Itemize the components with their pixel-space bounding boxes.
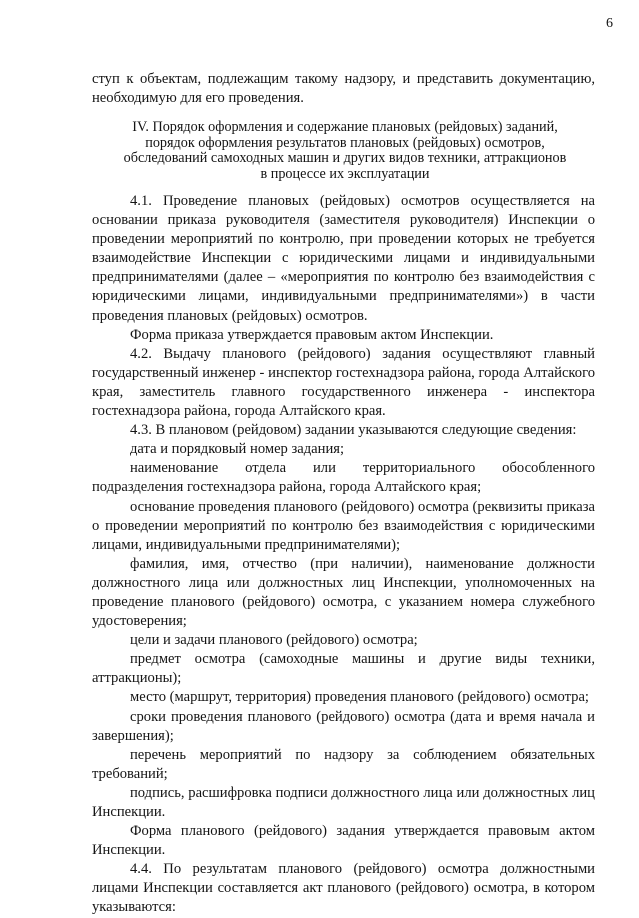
paragraph-task-form: Форма планового (рейдового) задания утверждается правовым актом Инспекции. [92,823,595,859]
paragraph-4-2: 4.2. Выдачу планового (рейдового) задания осуществляют главный государственный инженер - инспектор гостехнадзора района, города Алтайского края, заместитель главного государственного инженера - инспектора гостехнадзора района, города Алтайского края. [92,345,595,420]
list-item: предмет осмотра (самоходные машины и другие виды техники, аттракционы); [92,651,595,687]
list-item: дата и порядковый номер задания; [130,441,345,458]
page-number: 6 [606,16,613,31]
body-text [92,192,595,918]
list-item: фамилия, имя, отчество (при наличии), наименование должности должностного лица или должностных лиц Инспекции, уполномоченных на проведение планового (рейдового) осмотра, с указанием номера служебного удостоверения; [92,555,595,630]
list-item: место (маршрут, территория) проведения планового (рейдового) осмотра; [130,689,589,706]
section-heading-line: IV. Порядок оформления и содержание плановых (рейдовых) заданий, [132,119,558,135]
list-item: сроки проведения планового (рейдового) осмотра (дата и время начала и завершения); [92,708,595,744]
section-heading-line: порядок оформления результатов плановых (рейдовых) осмотров, [145,134,545,151]
section-heading [100,120,590,182]
paragraph-4-1: 4.1. Проведение плановых (рейдовых) осмотров осуществляется на основании приказа руководителя (заместителя руководителя) Инспекции о проведении мероприятий по контролю, при проведении которых не требуется взаимодействие Инспекции с юридическими лицами и индивидуальными предпринимателями (далее – «мероприятия по контролю без взаимодействия с юридическими лицами, индивидуальными предпринимателями») в части проведения плановых (рейдовых) осмотров. [92,193,595,324]
paragraph-order-form: Форма приказа утверждается правовым актом Инспекции. [130,326,494,343]
paragraph-4-4: 4.4. По результатам планового (рейдового) осмотра должностными лицами Инспекции составляется акт планового (рейдового) осмотра, в котором указываются: [92,861,595,916]
intro-paragraph: ступ к объектам, подлежащим такому надзору, и представить документацию, необходимую для его проведения. [92,71,595,107]
section-heading-line: в процессе их эксплуатации [260,165,430,182]
list-item: наименование отдела или территориального обособленного подразделения гостехнадзора района, города Алтайского края; [92,460,595,496]
list-item: перечень мероприятий по надзору за соблюдением обязательных требований; [92,746,595,782]
section-heading-line: обследований самоходных машин и других видов техники, аттракционов [123,150,567,167]
paragraph-4-3: 4.3. В плановом (рейдовом) задании указываются следующие сведения: [130,422,577,439]
list-item: подпись, расшифровка подписи должностного лица или должностных лиц Инспекции. [92,784,595,820]
intro-block [92,70,595,108]
list-item: основание проведения планового (рейдового) осмотра (реквизиты приказа о проведении мероприятий по контролю без взаимодействия с юридическими лицами, индивидуальными предпринимателями); [92,498,595,553]
list-item: цели и задачи планового (рейдового) осмотра; [130,632,418,649]
